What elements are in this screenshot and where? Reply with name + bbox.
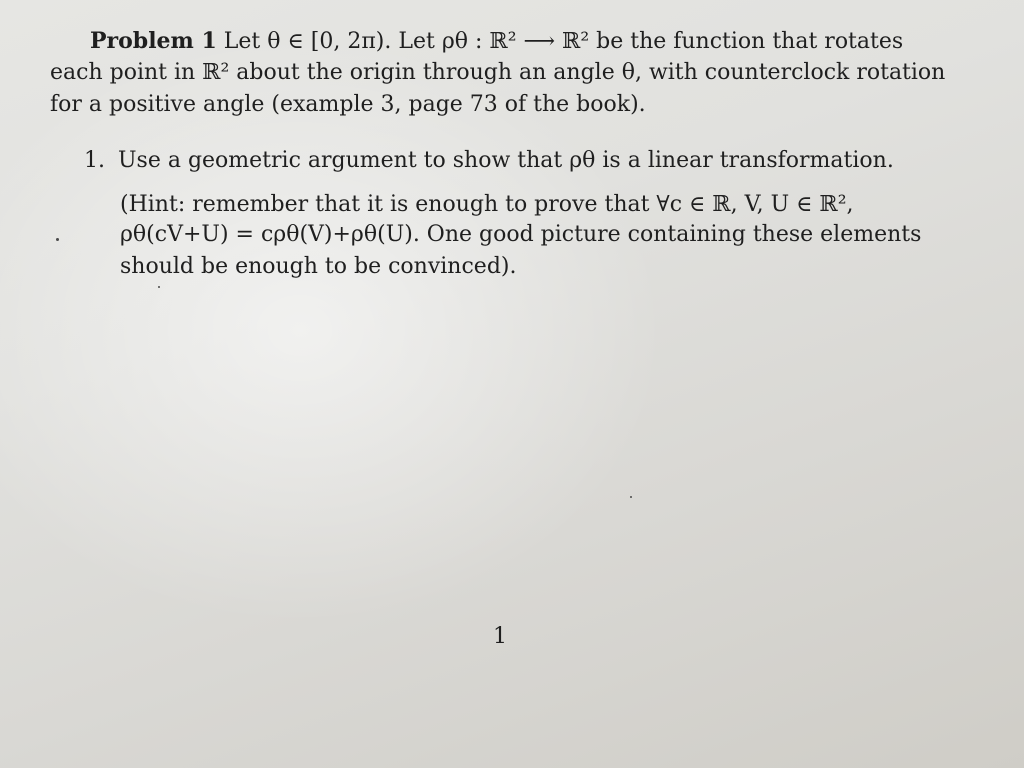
item-1-line-2: (Hint: remember that it is enough to prove that ∀c ∈ ℝ, V, U ∈ ℝ², [120, 192, 854, 217]
item-1-number: 1. [84, 148, 105, 173]
paper-speck [56, 238, 59, 241]
paper-speck [630, 496, 632, 498]
item-1-line-4: should be enough to be convinced). [120, 254, 517, 279]
item-1-line-1 [84, 146, 894, 176]
paper-speck [158, 286, 160, 288]
problem-label: Problem 1 [90, 28, 217, 54]
problem-text-1: Let θ ∈ [0, 2π). Let ρθ : ℝ² ⟶ ℝ² be the function that rotates [223, 29, 904, 54]
page-number: 1 [493, 624, 507, 649]
item-1-line-3: ρθ(cV+U) = cρθ(V)+ρθ(U). One good picture containing these elements [120, 222, 922, 247]
problem-line-3: for a positive angle (example 3, page 73 of the book). [50, 92, 646, 117]
problem-line-1 [90, 26, 903, 57]
item-1-text-1: Use a geometric argument to show that ρθ is a linear transformation. [118, 148, 894, 173]
problem-line-2: each point in ℝ² about the origin through an angle θ, with counterclock rotation [50, 60, 946, 85]
